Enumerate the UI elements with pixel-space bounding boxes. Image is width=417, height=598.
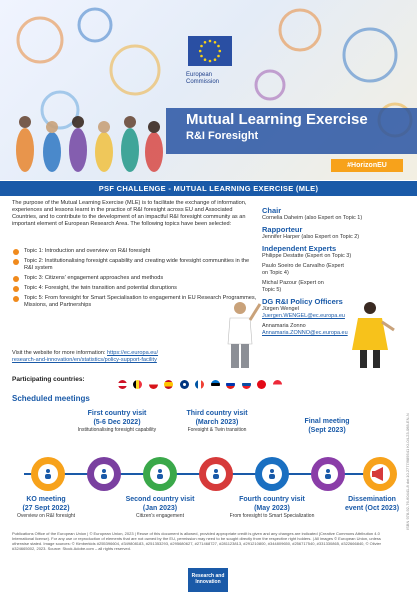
meeting-title: Third country visit xyxy=(186,410,248,417)
officer-email[interactable]: Annamaria.ZONNO@ec.europa.eu xyxy=(262,330,348,336)
flag-icon xyxy=(195,380,204,389)
bullet-icon xyxy=(13,249,19,255)
meeting-date: (Jan 2023) xyxy=(142,504,178,512)
ec-wordmark xyxy=(186,72,219,86)
officer-email[interactable]: Juergen.WENGEL@ec.europa.eu xyxy=(262,313,345,319)
person-illustration xyxy=(218,300,262,370)
meeting-title: Second country visit xyxy=(125,496,195,503)
header xyxy=(0,0,417,180)
bullet-icon xyxy=(13,286,19,292)
flag-icon xyxy=(257,380,266,389)
topic-item xyxy=(12,248,257,255)
flag-icon xyxy=(164,380,173,389)
flag-icon xyxy=(118,380,127,389)
expert-name-cont: Topic 5) xyxy=(262,287,282,293)
experts-heading: Independent Experts xyxy=(262,244,337,253)
topic-label: Topic 3: Citizens' engagement approaches and methods xyxy=(24,275,164,281)
flag-icon xyxy=(242,380,251,389)
meeting-ko xyxy=(6,496,86,519)
badge-line: Research and xyxy=(191,573,225,579)
meeting-date: (May 2023) xyxy=(254,504,290,512)
meeting-subtitle: From foresight to Smart Specialization xyxy=(229,513,315,519)
website-link[interactable]: https://ec.europa.eu/ xyxy=(107,350,159,356)
meeting-date: (March 2023) xyxy=(195,418,239,426)
topic-item xyxy=(12,285,257,292)
people-group xyxy=(16,116,163,172)
page-subtitle: R&I Foresight xyxy=(186,130,259,142)
expert-name-cont: on Topic 4) xyxy=(262,270,289,276)
meeting-title: KO meeting xyxy=(26,496,66,503)
eu-flag-logo xyxy=(188,36,232,66)
research-innovation-badge xyxy=(188,568,228,592)
meeting-final xyxy=(282,418,372,435)
legal-footer: Publications Office of the European Union | © European Union, 2023 | Reuse of this document is allowed, provided appropriate credit is given and any changes are indicated (Creative Commons Attribution 4.0 International license). For any use or reproduction of elements that are not owned by the EU, permission may need to be sought directly from the respective right holders. | All images © European Union, unless otherwise stated. Image sources: © Kimberkids #255396604, #349808183, #251353293, #295680627, #271468727, #281123813, #291210800, #344809650, #256717540, #331330865, #322666840, © Olivier #324665002, 2023. Source: Stock.Adobe.com – all rights reserved. xyxy=(12,531,382,551)
badge-line: Innovation xyxy=(195,579,221,585)
topic-label: Topic 5: From foresight for Smart Specialisation to engagement in EU Research Programmes, Missions, and Partnerships xyxy=(24,295,257,308)
officers-heading: DG R&I Policy Officers xyxy=(262,297,343,306)
officer-name: Annamaria Zonno xyxy=(262,323,306,329)
meeting-third-visit xyxy=(172,410,262,433)
page-title: Mutual Learning Exercise xyxy=(186,111,368,128)
flag-icon xyxy=(273,380,282,389)
meeting-title: Final meeting xyxy=(304,418,350,425)
meeting-title: Fourth country visit xyxy=(239,496,305,503)
topic-item xyxy=(12,258,257,272)
ec-wordmark-line1: European xyxy=(186,72,213,78)
meeting-date: (5-6 Dec 2022) xyxy=(93,418,141,426)
meeting-second-visit xyxy=(112,496,208,519)
topic-item xyxy=(12,275,257,282)
flag-icon xyxy=(211,380,220,389)
meeting-subtitle: Foresight & Twin transition xyxy=(187,427,247,433)
flag-icon xyxy=(133,380,142,389)
scheduled-meetings-heading: Scheduled meetings xyxy=(12,394,90,403)
meeting-date: (27 Sept 2022) xyxy=(22,504,70,512)
chair-name: Cornelia Daheim (also Expert on Topic 1) xyxy=(262,215,363,221)
meeting-timeline xyxy=(0,452,417,496)
flag-icon xyxy=(149,380,158,389)
bullet-icon xyxy=(13,296,19,302)
website-prefix: Visit the website for more information: xyxy=(12,350,106,356)
meeting-subtitle: Institutionalising foresight capability xyxy=(77,427,157,433)
hashtag-badge: #HorizonEU xyxy=(331,159,403,172)
ec-wordmark-line2: Commission xyxy=(186,79,220,85)
website-link-path[interactable]: research-and-innovation/en/statistics/policy-support-facility xyxy=(12,357,157,363)
meeting-title: Dissemination xyxy=(348,496,396,503)
bullet-icon xyxy=(13,276,19,282)
officer-name: Jürgen Wengel xyxy=(262,306,299,312)
expert-name: Michal Pazour (Expert on xyxy=(262,280,324,286)
flag-icon xyxy=(180,380,189,389)
section-banner: PSF CHALLENGE - MUTUAL LEARNING EXERCISE (MLE) xyxy=(0,181,417,196)
bullet-icon xyxy=(13,259,19,265)
meeting-dissemination xyxy=(332,496,412,513)
meeting-title: First country visit xyxy=(87,410,147,417)
flag-icon xyxy=(226,380,235,389)
meeting-date: event (Oct 2023) xyxy=(344,504,400,512)
topic-label: Topic 2: Institutionalising foresight capability and creating wide foresight communities in the R&I system xyxy=(24,258,250,271)
topic-label: Topic 4: Foresight, the twin transition and potential disruptions xyxy=(24,285,177,291)
chair-heading: Chair xyxy=(262,206,282,215)
expert-name: Paulo Soeiro de Carvalho (Expert xyxy=(262,263,344,269)
country-flags xyxy=(118,376,284,394)
meeting-first-visit xyxy=(62,410,172,433)
expert-name: Philippe Destatte (Expert on Topic 3) xyxy=(262,253,352,259)
rapporteur-heading: Rapporteur xyxy=(262,225,303,234)
meeting-fourth-visit xyxy=(220,496,324,519)
topic-label: Topic 1: Introduction and overview on R&I foresight xyxy=(24,248,151,254)
meeting-subtitle: Overview on R&I foresight xyxy=(16,513,76,519)
meeting-subtitle: Citizen's engagement xyxy=(136,513,184,519)
person-illustration xyxy=(348,300,396,370)
participating-countries-label: Participating countries: xyxy=(12,376,85,383)
intro-text: The purpose of the Mutual Learning Exercise (MLE) is to facilitate the exchange of information, experiences and lessons learnt in the practice of R&I foresight across EU and Associated Countries, and to contribute to the development of an impactful R&I foresight community as an important element of European Research Area. The following topics have been selected: xyxy=(12,200,247,227)
rapporteur-name: Jennifer Harper (also Expert on Topic 2) xyxy=(262,234,360,240)
meeting-date: (Sept 2023) xyxy=(308,426,346,434)
catalogue-code: ISBN 978-92-76-60441-8 doi:10.2777/989541 KI-04-23-068-EN-N xyxy=(405,413,410,530)
